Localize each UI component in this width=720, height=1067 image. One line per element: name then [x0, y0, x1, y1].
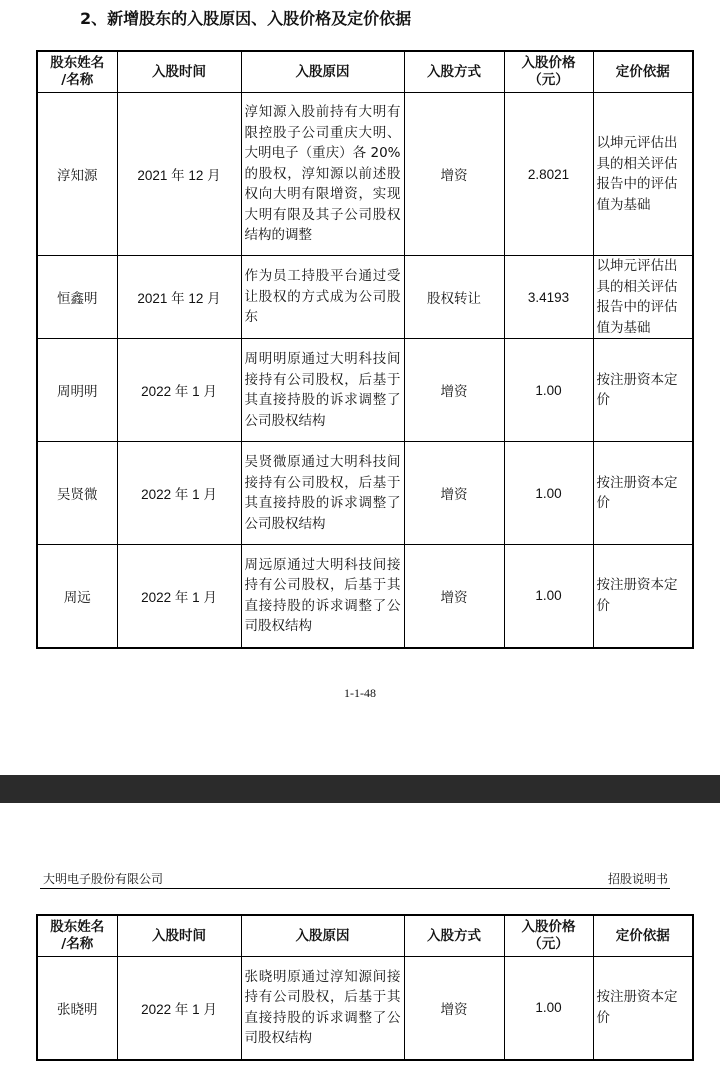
entry-reason: 吴贤微原通过大明科技间接持有公司股权，后基于其直接持股的诉求调整了公司股权结构 — [241, 442, 404, 545]
table-row — [37, 442, 693, 545]
header-entry-method: 入股方式 — [404, 51, 504, 93]
entry-method: 股权转让 — [404, 256, 504, 339]
header-pricing-basis: 定价依据 — [593, 51, 693, 93]
entry-method: 增资 — [404, 957, 504, 1060]
pricing-basis: 按注册资本定价 — [593, 545, 693, 648]
header-entry-time: 入股时间 — [117, 915, 241, 957]
shareholder-name: 张晓明 — [37, 957, 117, 1060]
entry-method: 增资 — [404, 442, 504, 545]
table-row — [37, 339, 693, 442]
entry-price: 3.4193 — [504, 256, 593, 339]
header-entry-price: 入股价格 （元） — [504, 51, 593, 93]
entry-price: 1.00 — [504, 957, 593, 1060]
pricing-basis: 以坤元评估出具的相关评估报告中的评估值为基础 — [593, 93, 693, 256]
shareholder-name: 周明明 — [37, 339, 117, 442]
entry-reason: 周远原通过大明科技间接持有公司股权，后基于其直接持股的诉求调整了公司股权结构 — [241, 545, 404, 648]
entry-reason: 作为员工持股平台通过受让股权的方式成为公司股东 — [241, 256, 404, 339]
table-row — [37, 93, 693, 256]
entry-price: 1.00 — [504, 442, 593, 545]
table-header-row — [37, 915, 693, 957]
pricing-basis: 按注册资本定价 — [593, 442, 693, 545]
entry-method: 增资 — [404, 339, 504, 442]
entry-reason: 周明明原通过大明科技间接持有公司股权，后基于其直接持股的诉求调整了公司股权结构 — [241, 339, 404, 442]
shareholder-table-continued — [36, 914, 694, 1061]
page-divider — [0, 775, 720, 803]
shareholder-table — [36, 50, 694, 649]
pricing-basis: 按注册资本定价 — [593, 957, 693, 1060]
entry-time: 2021 年 12 月 — [117, 93, 241, 256]
header-entry-time: 入股时间 — [117, 51, 241, 93]
document-type: 招股说明书 — [607, 872, 668, 886]
entry-time: 2022 年 1 月 — [117, 545, 241, 648]
company-name: 大明电子股份有限公司 — [43, 872, 164, 886]
header-entry-reason: 入股原因 — [241, 915, 404, 957]
header-entry-price: 入股价格 （元） — [504, 915, 593, 957]
entry-method: 增资 — [404, 93, 504, 256]
pricing-basis: 以坤元评估出具的相关评估报告中的评估值为基础 — [593, 256, 693, 339]
table-header-row — [37, 51, 693, 93]
entry-time: 2022 年 1 月 — [117, 339, 241, 442]
shareholder-name: 淳知源 — [37, 93, 117, 256]
header-rule — [40, 888, 670, 889]
entry-price: 1.00 — [504, 545, 593, 648]
table-row — [37, 957, 693, 1060]
entry-method: 增资 — [404, 545, 504, 648]
entry-reason: 张晓明原通过淳知源间接持有公司股权，后基于其直接持股的诉求调整了公司股权结构 — [241, 957, 404, 1060]
table-row — [37, 256, 693, 339]
table-row — [37, 545, 693, 648]
entry-price: 1.00 — [504, 339, 593, 442]
shareholder-name: 周远 — [37, 545, 117, 648]
header-entry-method: 入股方式 — [404, 915, 504, 957]
page-number: 1-1-48 — [344, 686, 376, 700]
header-shareholder-name: 股东姓名 /名称 — [37, 51, 117, 93]
header-pricing-basis: 定价依据 — [593, 915, 693, 957]
section-title: 2、新增股东的入股原因、入股价格及定价依据 — [80, 9, 412, 28]
entry-time: 2022 年 1 月 — [117, 442, 241, 545]
entry-price: 2.8021 — [504, 93, 593, 256]
entry-reason: 淳知源入股前持有大明有限控股子公司重庆大明、大明电子（重庆）各 20%的股权，淳知源以前述股权向大明有限增资，实现大明有限及其子公司股权结构的调整 — [241, 93, 404, 256]
header-entry-reason: 入股原因 — [241, 51, 404, 93]
header-shareholder-name: 股东姓名 /名称 — [37, 915, 117, 957]
shareholder-name: 恒鑫明 — [37, 256, 117, 339]
entry-time: 2021 年 12 月 — [117, 256, 241, 339]
shareholder-name: 吴贤微 — [37, 442, 117, 545]
pricing-basis: 按注册资本定价 — [593, 339, 693, 442]
entry-time: 2022 年 1 月 — [117, 957, 241, 1060]
